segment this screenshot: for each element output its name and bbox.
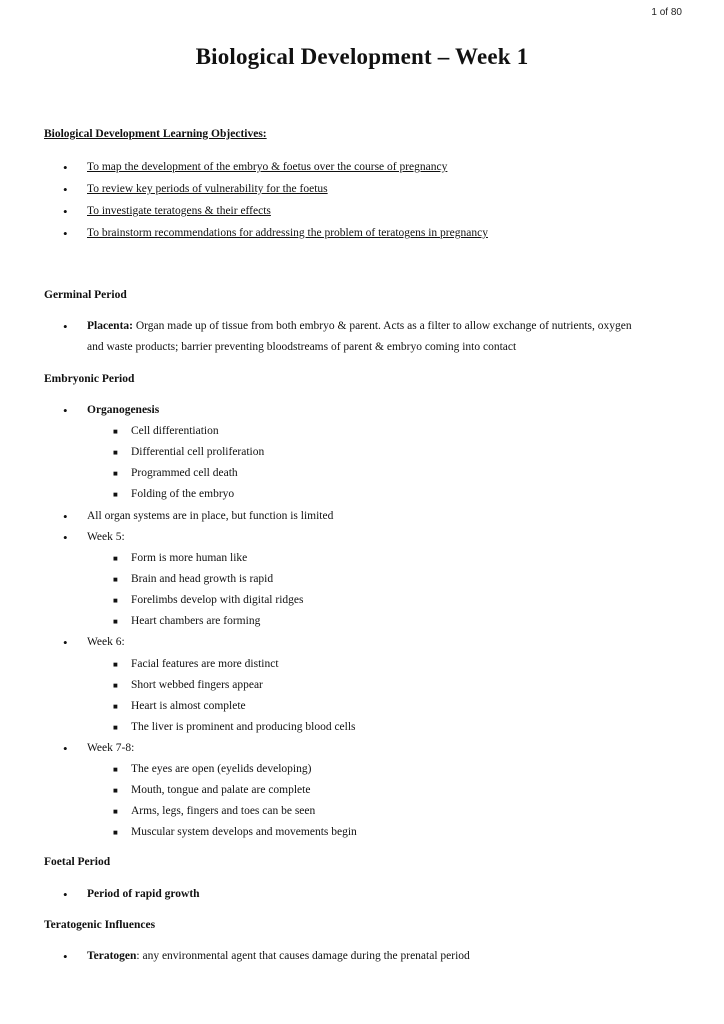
bullet-icon: • (63, 160, 68, 175)
sub-item-text: Mouth, tongue and palate are complete (131, 784, 311, 796)
placenta-text (87, 316, 667, 337)
bullet-icon: • (63, 635, 68, 650)
document-title: Biological Development – Week 1 (195, 44, 529, 69)
week78-text: Week 7-8: (87, 742, 135, 754)
sub-item-text: The eyes are open (eyelids developing) (131, 763, 312, 775)
sub-item-text: Form is more human like (131, 552, 248, 564)
sub-item-text: Forelimbs develop with digital ridges (131, 594, 304, 606)
sub-item-text: The liver is prominent and producing blood cells (131, 721, 356, 733)
teratogen-definition: : any environmental agent that causes damage during the prenatal period (136, 950, 470, 962)
objective-text: To brainstorm recommendations for addressing the problem of teratogens in pregnancy (87, 227, 488, 239)
placenta-label: Placenta: (87, 320, 133, 332)
all-systems-text: All organ systems are in place, but function is limited (87, 510, 334, 522)
organogenesis-text: Organogenesis (87, 404, 160, 416)
square-bullet-icon: ■ (113, 681, 118, 690)
square-bullet-icon: ■ (113, 490, 118, 499)
square-bullet-icon: ■ (113, 596, 118, 605)
bullet-icon: • (63, 741, 68, 756)
embryonic-heading: Embryonic Period (44, 373, 135, 385)
sub-item-text: Arms, legs, fingers and toes can be seen (131, 805, 316, 817)
sub-item-text: Programmed cell death (131, 467, 238, 479)
bullet-icon: • (63, 949, 68, 964)
square-bullet-icon: ■ (113, 786, 118, 795)
bullet-icon: • (63, 182, 68, 197)
week6-text: Week 6: (87, 636, 125, 648)
square-bullet-icon: ■ (113, 702, 118, 711)
bullet-icon: • (63, 319, 68, 334)
teratogen-text (87, 946, 667, 967)
square-bullet-icon: ■ (113, 807, 118, 816)
square-bullet-icon: ■ (113, 469, 118, 478)
objective-text: To review key periods of vulnerability for the foetus (87, 183, 328, 195)
sub-item-text: Folding of the embryo (131, 488, 235, 500)
square-bullet-icon: ■ (113, 617, 118, 626)
germinal-heading: Germinal Period (44, 289, 127, 301)
sub-item-text: Short webbed fingers appear (131, 679, 263, 691)
week5-text: Week 5: (87, 531, 125, 543)
sub-item-text: Cell differentiation (131, 425, 219, 437)
square-bullet-icon: ■ (113, 723, 118, 732)
rapid-growth-text: Period of rapid growth (87, 888, 200, 900)
square-bullet-icon: ■ (113, 575, 118, 584)
bullet-icon: • (63, 403, 68, 418)
sub-item-text: Heart chambers are forming (131, 615, 261, 627)
square-bullet-icon: ■ (113, 765, 118, 774)
sub-item-text: Brain and head growth is rapid (131, 573, 274, 585)
bullet-icon: • (63, 530, 68, 545)
sub-item-text: Heart is almost complete (131, 700, 246, 712)
foetal-heading: Foetal Period (44, 856, 111, 868)
square-bullet-icon: ■ (113, 554, 118, 563)
sub-item-text: Muscular system develops and movements begin (131, 826, 357, 838)
bullet-icon: • (63, 887, 68, 902)
bullet-icon: • (63, 204, 68, 219)
bullet-icon: • (63, 226, 68, 241)
page-number: 1 of 80 (651, 7, 682, 18)
bullet-icon: • (63, 509, 68, 524)
square-bullet-icon: ■ (113, 448, 118, 457)
teratogenic-heading: Teratogenic Influences (44, 919, 156, 931)
placenta-line-2: and waste products; barrier preventing bloodstreams of parent & embryo coming into contact (87, 341, 517, 353)
sub-item-text: Differential cell proliferation (131, 446, 265, 458)
objectives-heading: Biological Development Learning Objectives: (44, 128, 267, 140)
teratogen-label: Teratogen (87, 950, 137, 962)
square-bullet-icon: ■ (113, 660, 118, 669)
objective-text: To investigate teratogens & their effects (87, 205, 271, 217)
objective-text: To map the development of the embryo & foetus over the course of pregnancy (87, 161, 448, 173)
square-bullet-icon: ■ (113, 828, 118, 837)
placenta-line-1: Organ made up of tissue from both embryo & parent. Acts as a filter to allow exchange of nutrients, oxygen (132, 320, 632, 332)
sub-item-text: Facial features are more distinct (131, 658, 279, 670)
square-bullet-icon: ■ (113, 427, 118, 436)
